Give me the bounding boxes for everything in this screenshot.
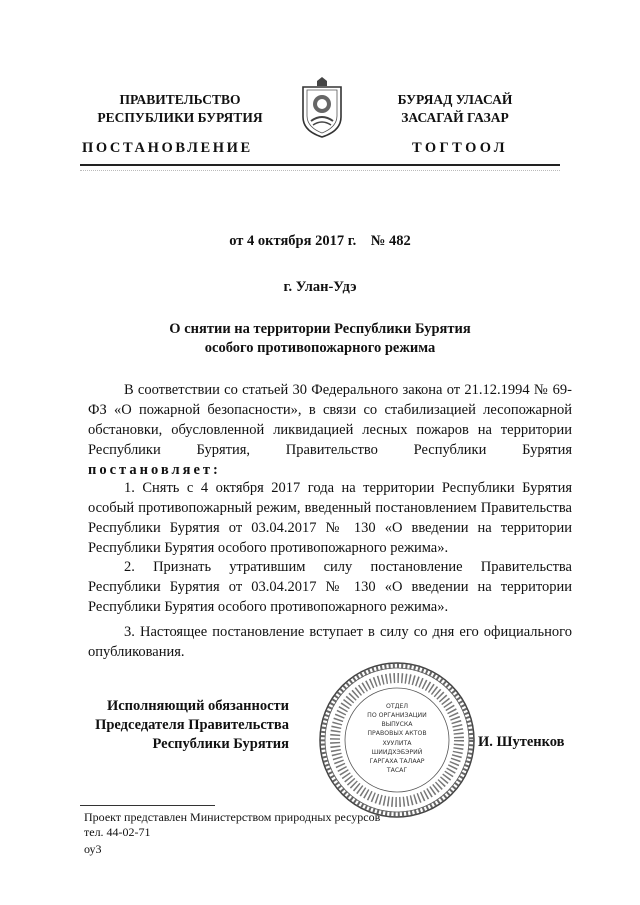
signatory-title-line1: Исполняющий обязанности [106, 698, 289, 714]
footer-note [84, 810, 380, 840]
seal-line-2: ПО ОРГАНИЗАЦИИ [367, 712, 427, 719]
decree-item-2: 2. Признать утратившим силу постановление Правительства Республики Бурятия от 03.04.2017 № 130 «О введении на территории Республики Бурятия особого противопожарного режима». [88, 559, 572, 615]
seal-line-6: ШИИДХЭБЭРИЙ [371, 749, 423, 756]
seal-line-7: ГАРГАХА ТАЛААР [369, 758, 425, 765]
signatory-title [74, 697, 289, 754]
seal-line-1: ОТДЕЛ [385, 703, 409, 710]
header-right [360, 91, 550, 127]
document-title [80, 320, 560, 358]
government-name-bua-line1: БУРЯАД УЛАСАЙ [397, 92, 513, 107]
document-title-line2: особого противопожарного режима [204, 340, 436, 356]
government-name-bua-line2: ЗАСАГАЙ ГАЗАР [401, 110, 509, 125]
footer-code: оу3 [84, 842, 102, 856]
decree-item-1: 1. Снять с 4 октября 2017 года на территории Республики Бурятия особый противопожарный режим, введенный постановлением Правительства Республики Бурятия от 03.04.2017 № 130 «О введении на территории Республики Бурятия особого противопожарного режима». [88, 480, 572, 556]
government-name-ru-line2: РЕСПУБЛИКИ БУРЯТИЯ [97, 110, 263, 125]
seal-line-4: ПРАВОВЫХ АКТОВ [367, 730, 427, 737]
document-type-ru: ПОСТАНОВЛЕНИЕ [82, 140, 253, 156]
government-name-ru-line1: ПРАВИТЕЛЬСТВО [119, 92, 241, 107]
signatory-name: И. Шутенков [478, 734, 565, 750]
header-left [80, 91, 280, 127]
seal-line-3: ВЫПУСКА [381, 721, 413, 728]
footer-prepared-by: Проект представлен Министерством природных ресурсов [84, 810, 381, 824]
document-date-number: от 4 октября 2017 г. № 482 [229, 233, 411, 249]
footer-phone: тел. 44-02-71 [84, 825, 151, 839]
footer-divider [80, 805, 215, 806]
decree-item-3: 3. Настоящее постановление вступает в силу со дня его официального опубликования. [88, 624, 572, 660]
document-city: г. Улан-Удэ [283, 279, 357, 295]
preamble-text: В соответствии со статьей 30 Федерального закона от 21.12.1994 № 69-ФЗ «О пожарной безопасности», в связи со стабилизацией лесопожарной обстановки, обусловленной ликвидацией лесных пожаров на территории Республики Бурятия, Правительство Республики Бурятия [88, 382, 572, 458]
preamble-paragraph [88, 380, 572, 480]
document-title-line1: О снятии на территории Республики Бурятия [169, 321, 471, 337]
document-type-bua: ТОГТООЛ [412, 140, 508, 156]
official-seal-stamp [317, 660, 477, 820]
signatory-title-line2: Председателя Правительства [95, 717, 289, 733]
seal-line-5: ХУУЛИТА [382, 740, 412, 747]
decree-word: постановляет: [88, 462, 221, 478]
seal-line-8: ТАСАГ [386, 767, 408, 774]
signatory-title-line3: Республики Бурятия [152, 736, 289, 752]
header-dotted-divider [80, 170, 560, 171]
coat-of-arms-icon [299, 77, 345, 139]
header-divider [80, 164, 560, 166]
